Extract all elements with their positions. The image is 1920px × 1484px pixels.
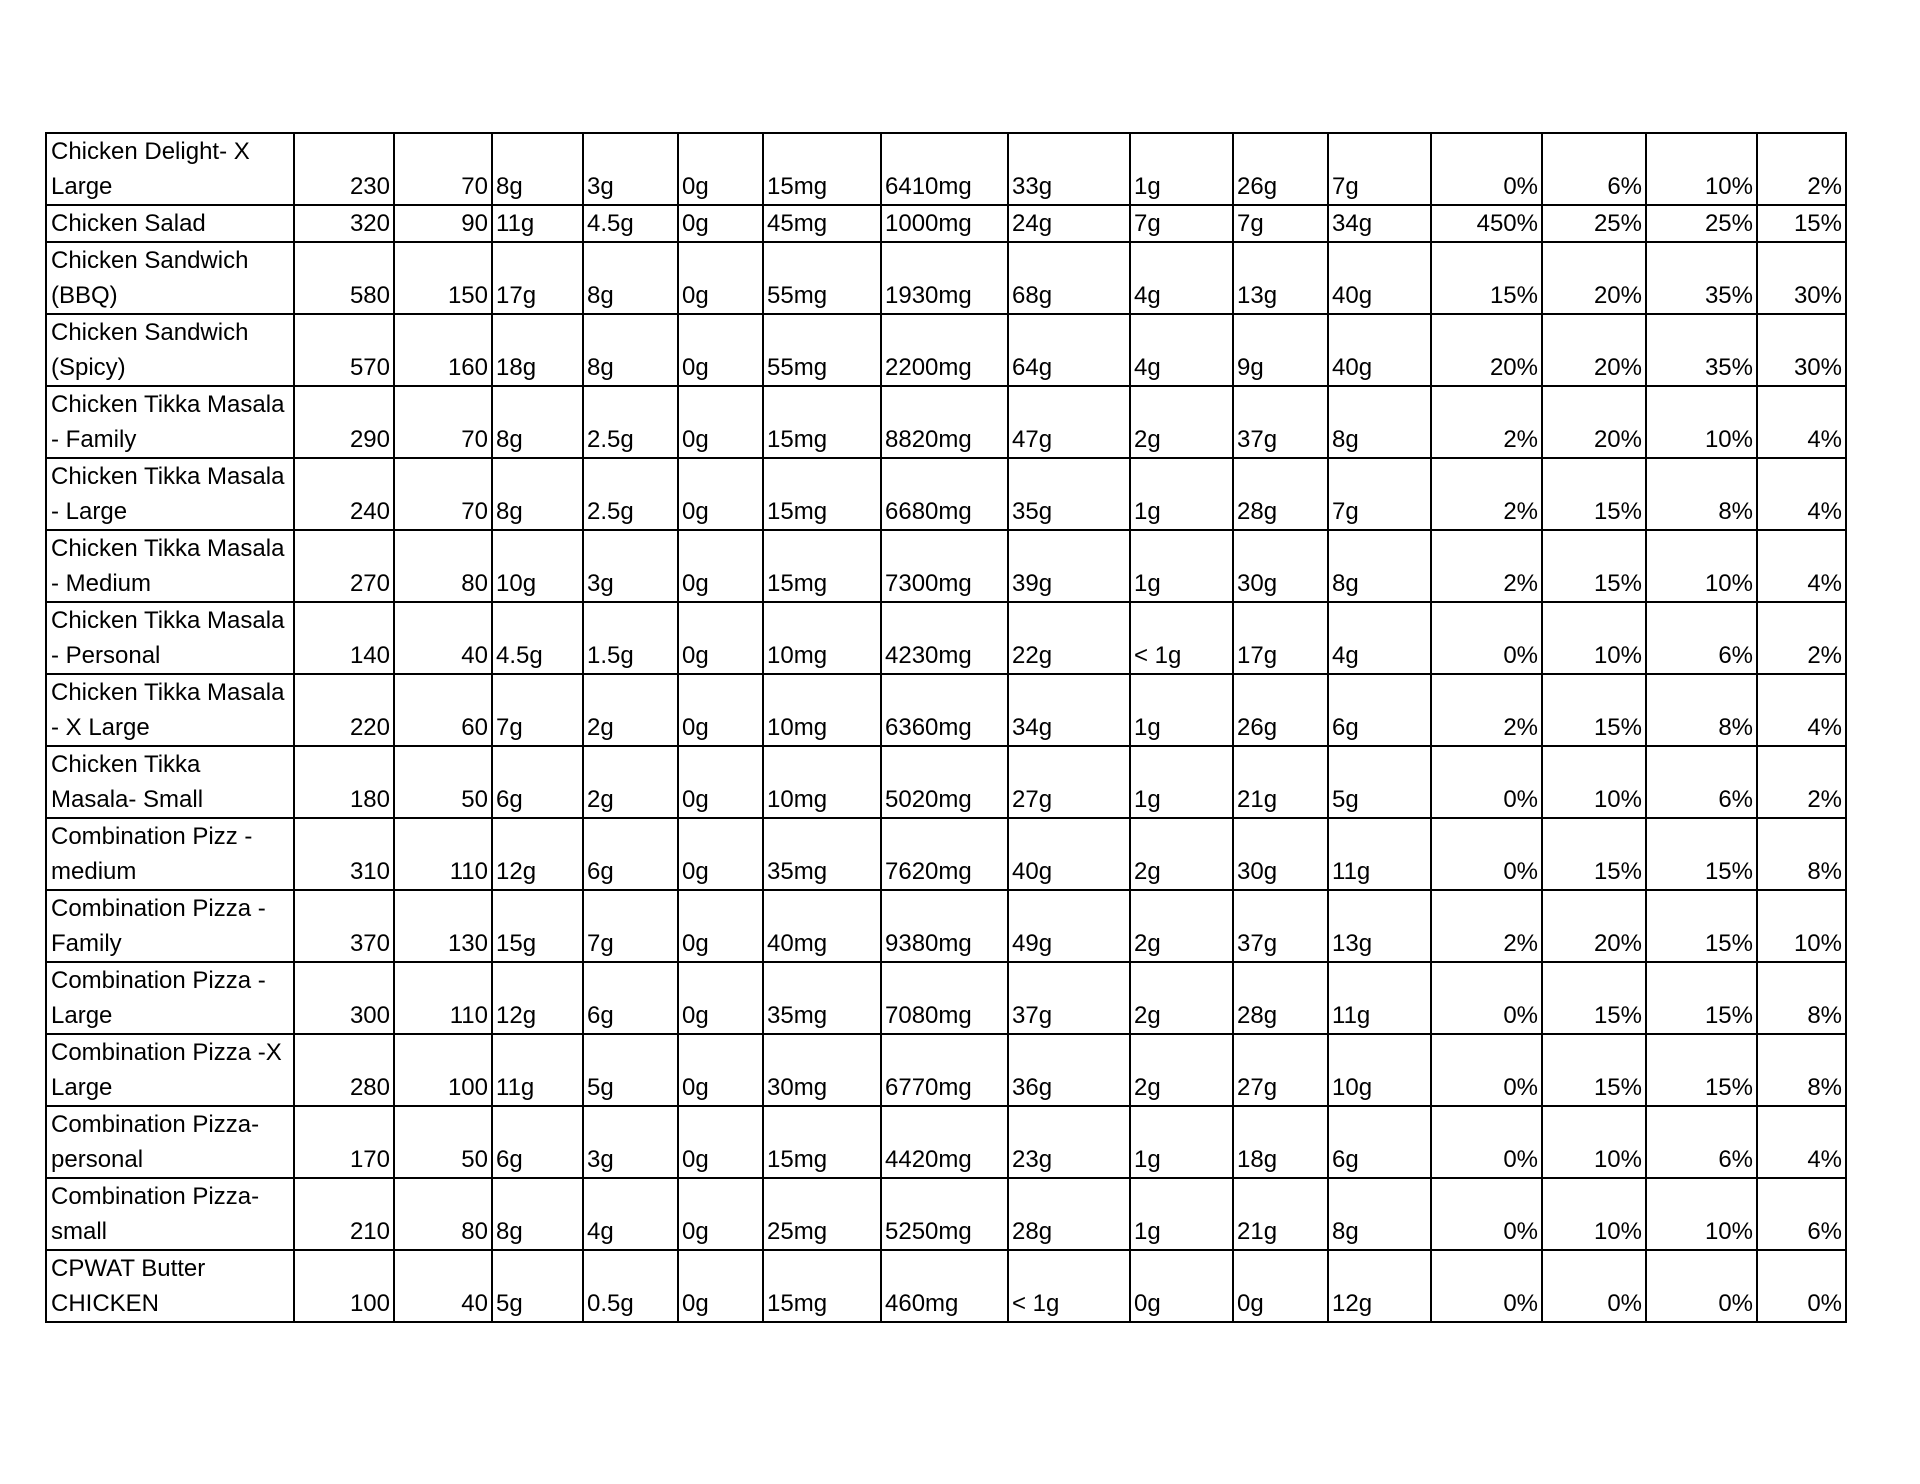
sugars-cell: 30g — [1233, 818, 1328, 890]
vitamin-c-cell: 10% — [1542, 1178, 1646, 1250]
fat-calories-cell: 100 — [394, 1034, 492, 1106]
sugars-cell: 37g — [1233, 386, 1328, 458]
calories-cell: 280 — [294, 1034, 394, 1106]
calories-cell: 570 — [294, 314, 394, 386]
total-fat-cell: 6g — [492, 746, 583, 818]
fat-calories-cell: 80 — [394, 1178, 492, 1250]
fiber-cell: 7g — [1130, 205, 1233, 242]
vitamin-a-cell: 2% — [1431, 530, 1542, 602]
vitamin-c-cell: 6% — [1542, 133, 1646, 205]
fiber-cell: 1g — [1130, 530, 1233, 602]
cholesterol-cell: 15mg — [763, 386, 881, 458]
sugars-cell: 26g — [1233, 674, 1328, 746]
table-row — [46, 242, 1846, 314]
fiber-cell: 1g — [1130, 133, 1233, 205]
protein-cell: 12g — [1328, 1250, 1431, 1322]
saturated-fat-cell: 5g — [583, 1034, 678, 1106]
calories-cell: 240 — [294, 458, 394, 530]
protein-cell: 6g — [1328, 1106, 1431, 1178]
fat-calories-cell: 50 — [394, 746, 492, 818]
cholesterol-cell: 15mg — [763, 133, 881, 205]
total-fat-cell: 11g — [492, 205, 583, 242]
sugars-cell: 30g — [1233, 530, 1328, 602]
calories-cell: 290 — [294, 386, 394, 458]
carbohydrates-cell: 68g — [1008, 242, 1130, 314]
iron-cell: 10% — [1757, 890, 1846, 962]
vitamin-a-cell: 450% — [1431, 205, 1542, 242]
calcium-cell: 6% — [1646, 746, 1757, 818]
calcium-cell: 15% — [1646, 890, 1757, 962]
calcium-cell: 6% — [1646, 602, 1757, 674]
iron-cell: 8% — [1757, 962, 1846, 1034]
total-fat-cell: 8g — [492, 1178, 583, 1250]
table-row — [46, 1106, 1846, 1178]
trans-fat-cell: 0g — [678, 890, 763, 962]
saturated-fat-cell: 0.5g — [583, 1250, 678, 1322]
fiber-cell: 4g — [1130, 242, 1233, 314]
item-name-cell: Combination Pizza -X Large — [46, 1034, 294, 1106]
trans-fat-cell: 0g — [678, 314, 763, 386]
iron-cell: 4% — [1757, 1106, 1846, 1178]
saturated-fat-cell: 4.5g — [583, 205, 678, 242]
protein-cell: 4g — [1328, 602, 1431, 674]
fat-calories-cell: 70 — [394, 133, 492, 205]
vitamin-c-cell: 20% — [1542, 314, 1646, 386]
fiber-cell: 2g — [1130, 386, 1233, 458]
carbohydrates-cell: 27g — [1008, 746, 1130, 818]
trans-fat-cell: 0g — [678, 962, 763, 1034]
sugars-cell: 0g — [1233, 1250, 1328, 1322]
total-fat-cell: 18g — [492, 314, 583, 386]
iron-cell: 8% — [1757, 818, 1846, 890]
vitamin-a-cell: 2% — [1431, 458, 1542, 530]
carbohydrates-cell: 22g — [1008, 602, 1130, 674]
vitamin-c-cell: 20% — [1542, 386, 1646, 458]
item-name-cell: Combination Pizz - medium — [46, 818, 294, 890]
fiber-cell: 1g — [1130, 1178, 1233, 1250]
total-fat-cell: 11g — [492, 1034, 583, 1106]
protein-cell: 5g — [1328, 746, 1431, 818]
item-name-cell: Chicken Tikka Masala - Family — [46, 386, 294, 458]
trans-fat-cell: 0g — [678, 1034, 763, 1106]
total-fat-cell: 10g — [492, 530, 583, 602]
table-row — [46, 746, 1846, 818]
cholesterol-cell: 15mg — [763, 1106, 881, 1178]
protein-cell: 34g — [1328, 205, 1431, 242]
protein-cell: 7g — [1328, 133, 1431, 205]
trans-fat-cell: 0g — [678, 674, 763, 746]
vitamin-c-cell: 15% — [1542, 674, 1646, 746]
iron-cell: 8% — [1757, 1034, 1846, 1106]
vitamin-c-cell: 15% — [1542, 818, 1646, 890]
calories-cell: 210 — [294, 1178, 394, 1250]
protein-cell: 11g — [1328, 962, 1431, 1034]
calcium-cell: 15% — [1646, 1034, 1757, 1106]
trans-fat-cell: 0g — [678, 386, 763, 458]
total-fat-cell: 8g — [492, 386, 583, 458]
table-row — [46, 962, 1846, 1034]
item-name-cell: Chicken Delight- X Large — [46, 133, 294, 205]
saturated-fat-cell: 8g — [583, 242, 678, 314]
item-name-cell: CPWAT Butter CHICKEN — [46, 1250, 294, 1322]
table-row — [46, 133, 1846, 205]
saturated-fat-cell: 2g — [583, 746, 678, 818]
sodium-cell: 1930mg — [881, 242, 1008, 314]
protein-cell: 13g — [1328, 890, 1431, 962]
iron-cell: 2% — [1757, 602, 1846, 674]
cholesterol-cell: 35mg — [763, 818, 881, 890]
table-row — [46, 1034, 1846, 1106]
sodium-cell: 460mg — [881, 1250, 1008, 1322]
item-name-cell: Combination Pizza - Family — [46, 890, 294, 962]
vitamin-a-cell: 2% — [1431, 890, 1542, 962]
table-row — [46, 818, 1846, 890]
item-name-cell: Combination Pizza - Large — [46, 962, 294, 1034]
calcium-cell: 15% — [1646, 818, 1757, 890]
vitamin-a-cell: 0% — [1431, 1106, 1542, 1178]
total-fat-cell: 6g — [492, 1106, 583, 1178]
carbohydrates-cell: 28g — [1008, 1178, 1130, 1250]
saturated-fat-cell: 3g — [583, 530, 678, 602]
sodium-cell: 5020mg — [881, 746, 1008, 818]
item-name-cell: Chicken Tikka Masala- Small — [46, 746, 294, 818]
sodium-cell: 7080mg — [881, 962, 1008, 1034]
sodium-cell: 4420mg — [881, 1106, 1008, 1178]
fat-calories-cell: 110 — [394, 818, 492, 890]
total-fat-cell: 8g — [492, 133, 583, 205]
saturated-fat-cell: 6g — [583, 818, 678, 890]
sodium-cell: 9380mg — [881, 890, 1008, 962]
table-row — [46, 530, 1846, 602]
fiber-cell: 2g — [1130, 1034, 1233, 1106]
protein-cell: 10g — [1328, 1034, 1431, 1106]
fat-calories-cell: 130 — [394, 890, 492, 962]
saturated-fat-cell: 1.5g — [583, 602, 678, 674]
calories-cell: 320 — [294, 205, 394, 242]
vitamin-a-cell: 0% — [1431, 962, 1542, 1034]
fat-calories-cell: 90 — [394, 205, 492, 242]
cholesterol-cell: 35mg — [763, 962, 881, 1034]
iron-cell: 4% — [1757, 386, 1846, 458]
calcium-cell: 35% — [1646, 242, 1757, 314]
calories-cell: 300 — [294, 962, 394, 1034]
fiber-cell: 4g — [1130, 314, 1233, 386]
sugars-cell: 26g — [1233, 133, 1328, 205]
calories-cell: 580 — [294, 242, 394, 314]
carbohydrates-cell: < 1g — [1008, 1250, 1130, 1322]
sodium-cell: 6410mg — [881, 133, 1008, 205]
calcium-cell: 10% — [1646, 133, 1757, 205]
vitamin-a-cell: 15% — [1431, 242, 1542, 314]
sugars-cell: 28g — [1233, 458, 1328, 530]
sugars-cell: 21g — [1233, 746, 1328, 818]
vitamin-a-cell: 20% — [1431, 314, 1542, 386]
vitamin-c-cell: 15% — [1542, 1034, 1646, 1106]
calcium-cell: 6% — [1646, 1106, 1757, 1178]
protein-cell: 40g — [1328, 242, 1431, 314]
sodium-cell: 6680mg — [881, 458, 1008, 530]
iron-cell: 4% — [1757, 458, 1846, 530]
item-name-cell: Combination Pizza- personal — [46, 1106, 294, 1178]
cholesterol-cell: 40mg — [763, 890, 881, 962]
total-fat-cell: 12g — [492, 962, 583, 1034]
carbohydrates-cell: 36g — [1008, 1034, 1130, 1106]
table-row — [46, 1178, 1846, 1250]
carbohydrates-cell: 64g — [1008, 314, 1130, 386]
cholesterol-cell: 55mg — [763, 314, 881, 386]
protein-cell: 6g — [1328, 674, 1431, 746]
vitamin-a-cell: 0% — [1431, 1250, 1542, 1322]
iron-cell: 15% — [1757, 205, 1846, 242]
trans-fat-cell: 0g — [678, 530, 763, 602]
fiber-cell: 1g — [1130, 746, 1233, 818]
item-name-cell: Chicken Sandwich (BBQ) — [46, 242, 294, 314]
table-body — [46, 133, 1846, 1322]
sodium-cell: 7620mg — [881, 818, 1008, 890]
fat-calories-cell: 40 — [394, 1250, 492, 1322]
nutrition-table — [45, 132, 1847, 1323]
calcium-cell: 35% — [1646, 314, 1757, 386]
vitamin-c-cell: 25% — [1542, 205, 1646, 242]
trans-fat-cell: 0g — [678, 818, 763, 890]
vitamin-a-cell: 0% — [1431, 133, 1542, 205]
iron-cell: 4% — [1757, 530, 1846, 602]
carbohydrates-cell: 23g — [1008, 1106, 1130, 1178]
item-name-cell: Chicken Tikka Masala - Medium — [46, 530, 294, 602]
vitamin-a-cell: 0% — [1431, 1178, 1542, 1250]
carbohydrates-cell: 49g — [1008, 890, 1130, 962]
sugars-cell: 13g — [1233, 242, 1328, 314]
vitamin-c-cell: 15% — [1542, 962, 1646, 1034]
iron-cell: 4% — [1757, 674, 1846, 746]
calcium-cell: 0% — [1646, 1250, 1757, 1322]
item-name-cell: Chicken Tikka Masala - X Large — [46, 674, 294, 746]
protein-cell: 11g — [1328, 818, 1431, 890]
table-row — [46, 205, 1846, 242]
item-name-cell: Chicken Tikka Masala - Personal — [46, 602, 294, 674]
cholesterol-cell: 10mg — [763, 674, 881, 746]
trans-fat-cell: 0g — [678, 746, 763, 818]
fat-calories-cell: 40 — [394, 602, 492, 674]
sugars-cell: 7g — [1233, 205, 1328, 242]
vitamin-a-cell: 0% — [1431, 746, 1542, 818]
total-fat-cell: 15g — [492, 890, 583, 962]
carbohydrates-cell: 47g — [1008, 386, 1130, 458]
cholesterol-cell: 15mg — [763, 458, 881, 530]
item-name-cell: Chicken Salad — [46, 205, 294, 242]
calories-cell: 220 — [294, 674, 394, 746]
vitamin-c-cell: 10% — [1542, 1106, 1646, 1178]
trans-fat-cell: 0g — [678, 205, 763, 242]
fiber-cell: 1g — [1130, 458, 1233, 530]
table-row — [46, 1250, 1846, 1322]
total-fat-cell: 8g — [492, 458, 583, 530]
table-row — [46, 386, 1846, 458]
fiber-cell: < 1g — [1130, 602, 1233, 674]
sugars-cell: 27g — [1233, 1034, 1328, 1106]
sodium-cell: 4230mg — [881, 602, 1008, 674]
protein-cell: 7g — [1328, 458, 1431, 530]
fiber-cell: 1g — [1130, 674, 1233, 746]
calcium-cell: 10% — [1646, 530, 1757, 602]
calcium-cell: 10% — [1646, 386, 1757, 458]
carbohydrates-cell: 40g — [1008, 818, 1130, 890]
iron-cell: 30% — [1757, 314, 1846, 386]
carbohydrates-cell: 33g — [1008, 133, 1130, 205]
calories-cell: 170 — [294, 1106, 394, 1178]
iron-cell: 0% — [1757, 1250, 1846, 1322]
sodium-cell: 2200mg — [881, 314, 1008, 386]
saturated-fat-cell: 7g — [583, 890, 678, 962]
protein-cell: 8g — [1328, 386, 1431, 458]
saturated-fat-cell: 4g — [583, 1178, 678, 1250]
sugars-cell: 28g — [1233, 962, 1328, 1034]
sugars-cell: 21g — [1233, 1178, 1328, 1250]
calories-cell: 230 — [294, 133, 394, 205]
fat-calories-cell: 110 — [394, 962, 492, 1034]
table-row — [46, 602, 1846, 674]
trans-fat-cell: 0g — [678, 242, 763, 314]
saturated-fat-cell: 3g — [583, 1106, 678, 1178]
sugars-cell: 9g — [1233, 314, 1328, 386]
calcium-cell: 8% — [1646, 458, 1757, 530]
calories-cell: 180 — [294, 746, 394, 818]
carbohydrates-cell: 37g — [1008, 962, 1130, 1034]
fiber-cell: 1g — [1130, 1106, 1233, 1178]
trans-fat-cell: 0g — [678, 602, 763, 674]
table-row — [46, 458, 1846, 530]
trans-fat-cell: 0g — [678, 458, 763, 530]
trans-fat-cell: 0g — [678, 1250, 763, 1322]
saturated-fat-cell: 8g — [583, 314, 678, 386]
item-name-cell: Chicken Sandwich (Spicy) — [46, 314, 294, 386]
cholesterol-cell: 45mg — [763, 205, 881, 242]
vitamin-c-cell: 10% — [1542, 602, 1646, 674]
vitamin-c-cell: 20% — [1542, 890, 1646, 962]
vitamin-c-cell: 20% — [1542, 242, 1646, 314]
sodium-cell: 1000mg — [881, 205, 1008, 242]
calories-cell: 100 — [294, 1250, 394, 1322]
vitamin-c-cell: 15% — [1542, 458, 1646, 530]
vitamin-c-cell: 15% — [1542, 530, 1646, 602]
cholesterol-cell: 15mg — [763, 1250, 881, 1322]
fat-calories-cell: 70 — [394, 386, 492, 458]
carbohydrates-cell: 24g — [1008, 205, 1130, 242]
protein-cell: 40g — [1328, 314, 1431, 386]
sugars-cell: 17g — [1233, 602, 1328, 674]
sugars-cell: 18g — [1233, 1106, 1328, 1178]
fiber-cell: 2g — [1130, 818, 1233, 890]
sodium-cell: 7300mg — [881, 530, 1008, 602]
item-name-cell: Combination Pizza- small — [46, 1178, 294, 1250]
total-fat-cell: 12g — [492, 818, 583, 890]
fat-calories-cell: 160 — [394, 314, 492, 386]
table-row — [46, 674, 1846, 746]
sodium-cell: 5250mg — [881, 1178, 1008, 1250]
cholesterol-cell: 55mg — [763, 242, 881, 314]
calories-cell: 310 — [294, 818, 394, 890]
protein-cell: 8g — [1328, 530, 1431, 602]
saturated-fat-cell: 2.5g — [583, 458, 678, 530]
cholesterol-cell: 25mg — [763, 1178, 881, 1250]
calcium-cell: 25% — [1646, 205, 1757, 242]
calcium-cell: 8% — [1646, 674, 1757, 746]
table-row — [46, 890, 1846, 962]
sodium-cell: 6770mg — [881, 1034, 1008, 1106]
item-name-cell: Chicken Tikka Masala - Large — [46, 458, 294, 530]
total-fat-cell: 7g — [492, 674, 583, 746]
total-fat-cell: 4.5g — [492, 602, 583, 674]
carbohydrates-cell: 35g — [1008, 458, 1130, 530]
calcium-cell: 10% — [1646, 1178, 1757, 1250]
calories-cell: 370 — [294, 890, 394, 962]
vitamin-a-cell: 0% — [1431, 818, 1542, 890]
carbohydrates-cell: 39g — [1008, 530, 1130, 602]
fat-calories-cell: 60 — [394, 674, 492, 746]
saturated-fat-cell: 2g — [583, 674, 678, 746]
sodium-cell: 8820mg — [881, 386, 1008, 458]
cholesterol-cell: 15mg — [763, 530, 881, 602]
trans-fat-cell: 0g — [678, 1106, 763, 1178]
fat-calories-cell: 70 — [394, 458, 492, 530]
iron-cell: 30% — [1757, 242, 1846, 314]
fat-calories-cell: 50 — [394, 1106, 492, 1178]
cholesterol-cell: 10mg — [763, 602, 881, 674]
total-fat-cell: 5g — [492, 1250, 583, 1322]
table-row — [46, 314, 1846, 386]
saturated-fat-cell: 2.5g — [583, 386, 678, 458]
iron-cell: 2% — [1757, 746, 1846, 818]
calcium-cell: 15% — [1646, 962, 1757, 1034]
vitamin-c-cell: 10% — [1542, 746, 1646, 818]
fiber-cell: 2g — [1130, 962, 1233, 1034]
total-fat-cell: 17g — [492, 242, 583, 314]
fiber-cell: 0g — [1130, 1250, 1233, 1322]
saturated-fat-cell: 3g — [583, 133, 678, 205]
fat-calories-cell: 80 — [394, 530, 492, 602]
iron-cell: 2% — [1757, 133, 1846, 205]
sugars-cell: 37g — [1233, 890, 1328, 962]
sodium-cell: 6360mg — [881, 674, 1008, 746]
fiber-cell: 2g — [1130, 890, 1233, 962]
protein-cell: 8g — [1328, 1178, 1431, 1250]
calories-cell: 270 — [294, 530, 394, 602]
fat-calories-cell: 150 — [394, 242, 492, 314]
cholesterol-cell: 10mg — [763, 746, 881, 818]
vitamin-c-cell: 0% — [1542, 1250, 1646, 1322]
vitamin-a-cell: 0% — [1431, 602, 1542, 674]
trans-fat-cell: 0g — [678, 1178, 763, 1250]
vitamin-a-cell: 0% — [1431, 1034, 1542, 1106]
saturated-fat-cell: 6g — [583, 962, 678, 1034]
vitamin-a-cell: 2% — [1431, 674, 1542, 746]
vitamin-a-cell: 2% — [1431, 386, 1542, 458]
cholesterol-cell: 30mg — [763, 1034, 881, 1106]
calories-cell: 140 — [294, 602, 394, 674]
carbohydrates-cell: 34g — [1008, 674, 1130, 746]
trans-fat-cell: 0g — [678, 133, 763, 205]
iron-cell: 6% — [1757, 1178, 1846, 1250]
